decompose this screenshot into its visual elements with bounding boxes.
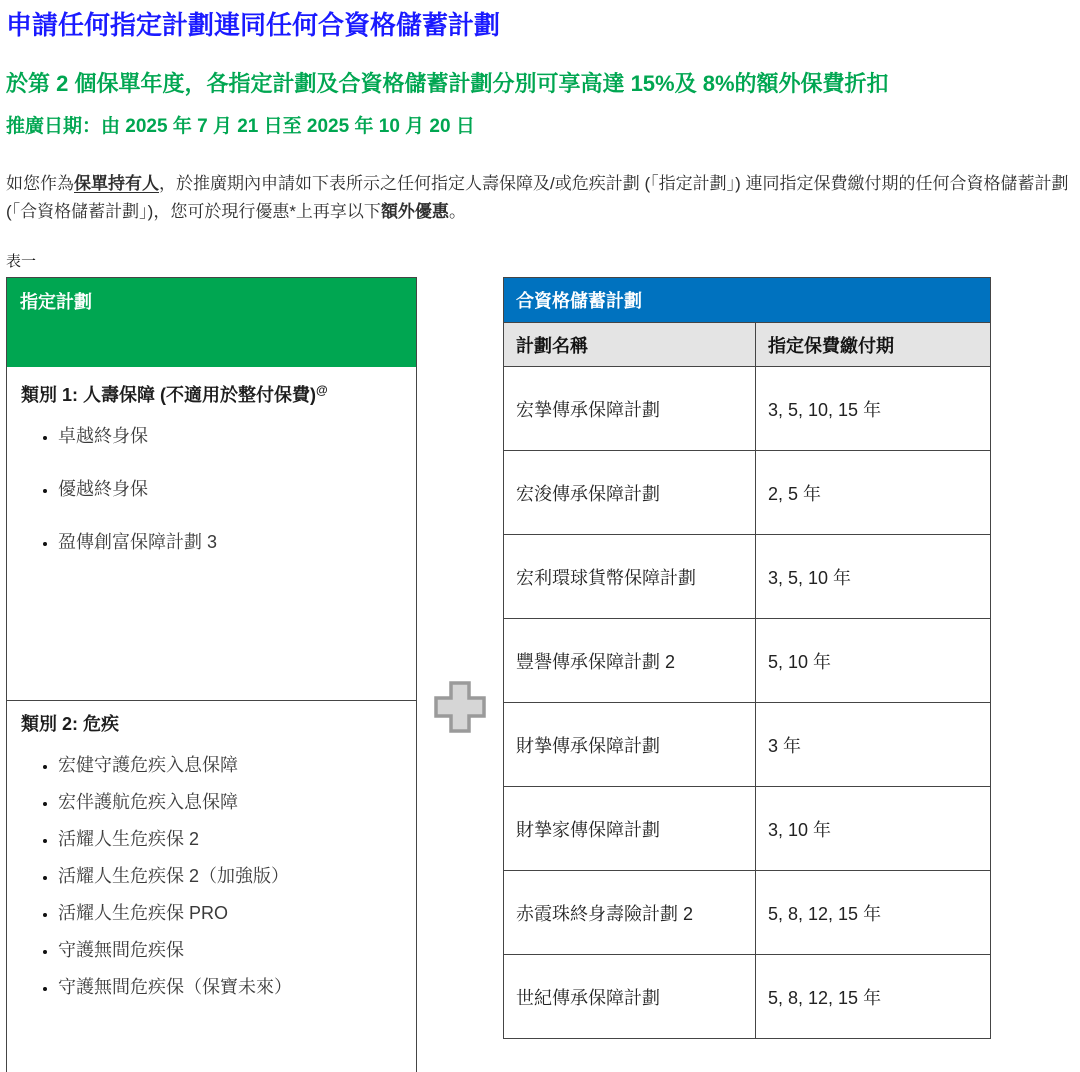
plan-name-cell: 宏浚傳承保障計劃 (504, 451, 756, 535)
eligible-plans-header-row (504, 278, 991, 323)
plan-name-cell: 赤霞珠終身壽險計劃 2 (504, 871, 756, 955)
plan-list-item: • 活耀人生危疾保 2（加強版） (58, 864, 402, 888)
category1-heading-superscript: @ (316, 383, 328, 397)
promo-subtitle: 於第 2 個保單年度，各指定計劃及合資格儲蓄計劃分別可享高達 15%及 8%的額外保費折扣 (6, 71, 889, 96)
designated-plans-header: 指定計劃 (7, 278, 416, 367)
premium-term-cell: 5, 8, 12, 15 年 (756, 871, 991, 955)
plan-name-cell: 宏利環球貨幣保障計劃 (504, 535, 756, 619)
eligible-plans-subheader-row (504, 323, 991, 367)
plan-list-item: • 宏伴護航危疾入息保障 (58, 790, 402, 814)
eligible-plans-header: 合資格儲蓄計劃 (504, 278, 991, 323)
plan-list-item: • 優越終身保 (58, 477, 402, 501)
eligible-plans-body (504, 367, 991, 1039)
premium-term-cell: 5, 10 年 (756, 619, 991, 703)
table-row (504, 535, 991, 619)
table-row (504, 955, 991, 1039)
plan-list-item: • 活耀人生危疾保 PRO (58, 901, 402, 925)
column-header-premium-term: 指定保費繳付期 (756, 323, 991, 367)
table-label: 表一 (6, 253, 37, 270)
category1-list (21, 424, 402, 554)
intro-paragraph: 如您作為保單持有人，於推廣期內申請如下表所示之任何指定人壽保障及/或危疾計劃 (「指定計劃」) 連同指定保費繳付期的任何合資格儲蓄計劃 (「合資格儲蓄計劃」)，您可於現行優惠*上再享以下額外優惠。 (6, 174, 1069, 221)
plan-name-cell: 宏摯傳承保障計劃 (504, 367, 756, 451)
promo-date: 推廣日期：由 2025 年 7 月 21 日至 2025 年 10 月 20 日 (6, 116, 475, 137)
table-row (504, 787, 991, 871)
table-row (504, 451, 991, 535)
premium-term-cell: 3, 5, 10 年 (756, 535, 991, 619)
category1-cell (7, 367, 416, 700)
table-row (504, 619, 991, 703)
table-row (504, 703, 991, 787)
plan-list-item: • 卓越終身保 (58, 424, 402, 448)
table-row (504, 871, 991, 955)
plan-list-item: • 守護無間危疾保（保寶未來） (58, 975, 402, 999)
plan-list-item: • 宏健守護危疾入息保障 (58, 753, 402, 777)
premium-term-cell: 3, 5, 10, 15 年 (756, 367, 991, 451)
eligible-plans-table (503, 277, 991, 1039)
plan-list-item: • 活耀人生危疾保 2 (58, 827, 402, 851)
column-header-plan-name: 計劃名稱 (504, 323, 756, 367)
category1-heading-text: 類別 1: 人壽保障 (不適用於整付保費) (21, 385, 316, 405)
plan-name-cell: 豐譽傳承保障計劃 2 (504, 619, 756, 703)
plan-name-cell: 財摯家傳保障計劃 (504, 787, 756, 871)
premium-term-cell: 3 年 (756, 703, 991, 787)
category2-heading: 類別 2: 危疾 (21, 714, 120, 734)
plan-name-cell: 世紀傳承保障計劃 (504, 955, 756, 1039)
category1-heading (21, 377, 402, 408)
table-gap (417, 277, 503, 1072)
table-row (504, 367, 991, 451)
plus-icon (433, 680, 487, 734)
plan-name-cell: 財摯傳承保障計劃 (504, 703, 756, 787)
plan-list-item: • 守護無間危疾保 (58, 938, 402, 962)
premium-term-cell: 2, 5 年 (756, 451, 991, 535)
category2-cell (7, 700, 416, 1072)
designated-plans-panel (6, 277, 417, 1072)
premium-term-cell: 5, 8, 12, 15 年 (756, 955, 991, 1039)
page-title: 申請任何指定計劃連同任何合資格儲蓄計劃 (6, 10, 501, 40)
plan-list-item: • 盈傳創富保障計劃 3 (58, 530, 402, 554)
plans-table-area (6, 277, 1080, 1072)
category2-list (21, 753, 402, 999)
premium-term-cell: 3, 10 年 (756, 787, 991, 871)
